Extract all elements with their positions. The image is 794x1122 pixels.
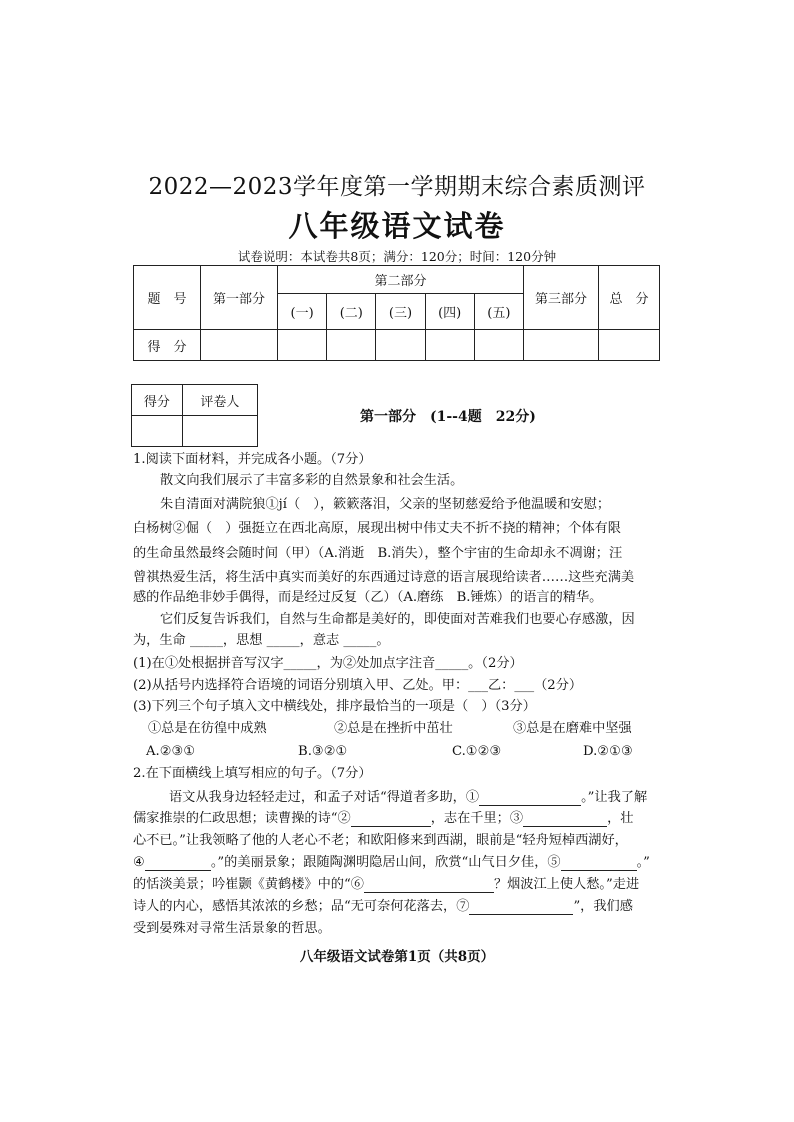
exam-note: 试卷说明：本试卷共8页；满分：120分；时间：120分钟 (237, 249, 557, 264)
q1-stem: 1.阅读下面材料，并完成各小题。（7分） (133, 452, 372, 467)
sentence-option: ①总是在彷徨中成熟 (148, 721, 267, 736)
q1-line: 朱自清面对满院狼①jí（ ），簌簌落泪，父亲的坚韧慈爱给予他温暖和安慰； (160, 497, 611, 512)
choice-d[interactable]: D.②①③ (583, 744, 633, 759)
col-sub-5: (五) (474, 294, 523, 330)
q2-line-1 (169, 790, 647, 806)
q2-text: 。” (636, 855, 650, 870)
score-cell[interactable] (327, 330, 376, 361)
q1-line: 它们反复告诉我们，自然与生命都是美好的，即使面对苦难我们也要心存感激，因 (160, 612, 635, 627)
q2-text: 的恬淡美景；吟崔颢《黄鹤楼》中的“⑥ (133, 877, 364, 892)
q1-line: 的生命虽然最终会随时间（甲）（A.消逝 B.消失），整个宇宙的生命却永不凋谢；汪 (133, 546, 623, 561)
choice-a[interactable]: A.②③① (146, 744, 196, 759)
score-cell[interactable] (524, 330, 599, 361)
q2-text: ④ (133, 855, 145, 870)
q2-line-7: 受到晏殊对寻常生活景象的哲思。 (133, 921, 331, 936)
q1-line: 曾祺热爱生活，将生活中真实而美好的东西通过诗意的语言展现给读者……这些充满美 (133, 570, 635, 585)
score-cell[interactable] (425, 330, 474, 361)
score-table (133, 265, 660, 361)
q2-text: 。”让我了解 (581, 790, 648, 805)
q2-line-4 (133, 855, 650, 871)
q2-text: 语文从我身边轻轻走过，和孟子对话“得道者多助，① (169, 790, 480, 805)
q2-text: ”，我们感 (573, 899, 633, 914)
grader-score-cell[interactable] (132, 416, 183, 447)
choice-b[interactable]: B.③②① (298, 744, 348, 759)
q2-line-3: 心不已。”让我领略了他的人老心不老；和欧阳修来到西湖，眼前是“轻舟短棹西湖好， (133, 833, 628, 848)
score-cell[interactable] (201, 330, 278, 361)
q1-sub1: (1)在①处根据拼音写汉字_____，为②处加点字注音_____。（2分） (133, 656, 523, 671)
col-sub-2: (二) (327, 294, 376, 330)
q2-text: 儒家推崇的仁政思想；读曹操的诗“② (133, 811, 351, 826)
q2-line-5 (133, 877, 639, 893)
grader-score-label: 得分 (132, 385, 183, 416)
section-heading: 第一部分 (1--4题 22分) (360, 409, 536, 425)
q2-line-2 (133, 811, 633, 827)
answer-blank-5[interactable] (561, 855, 637, 871)
score-cell[interactable] (278, 330, 327, 361)
q1-line: 为，生命 _____，思想 _____，意志 _____。 (133, 633, 390, 648)
grader-name-cell[interactable] (182, 416, 257, 447)
col-part3: 第三部分 (524, 266, 599, 330)
exam-subtitle: 八年级语文试卷 (288, 209, 506, 243)
q1-line: 白杨树②倔（ ）强挺立在西北高原，展现出树中伟丈夫不折不挠的精神；个体有限 (133, 521, 621, 536)
answer-blank-4[interactable] (145, 855, 211, 871)
q2-text: 。”的美丽景象；跟随陶渊明隐居山间，欣赏“山气日夕佳，⑤ (210, 855, 561, 870)
score-cell[interactable] (376, 330, 425, 361)
answer-blank-7[interactable] (469, 899, 573, 915)
col-part2: 第二部分 (278, 266, 524, 294)
row-label-number: 题 号 (134, 266, 201, 330)
score-cell[interactable] (474, 330, 523, 361)
answer-blank-6[interactable] (364, 877, 494, 893)
q1-sub2: (2)从括号内选择符合语境的词语分别填入甲、乙处。甲：___乙：___（2分） (133, 678, 583, 693)
q1-sub3: (3)下列三个句子填入文中横线处，排序最恰当的一项是（ ）（3分） (133, 699, 536, 714)
q1-line: 散文向我们展示了丰富多彩的自然景象和社会生活。 (160, 473, 464, 488)
q2-text: 诗人的内心，感悟其浓浓的乡愁；品“无可奈何花落去，⑦ (133, 899, 470, 914)
sentence-option: ③总是在磨难中坚强 (513, 721, 632, 736)
q2-stem: 2.在下面横线上填写相应的句子。（7分） (133, 766, 372, 781)
answer-blank-2[interactable] (351, 811, 431, 827)
answer-blank-3[interactable] (523, 811, 607, 827)
row-label-score: 得 分 (134, 330, 201, 361)
q2-text: ，壮 (607, 811, 634, 826)
col-part1: 第一部分 (201, 266, 278, 330)
score-cell[interactable] (599, 330, 660, 361)
col-sub-3: (三) (376, 294, 425, 330)
col-sub-4: (四) (425, 294, 474, 330)
q2-line-6 (133, 899, 633, 915)
answer-blank-1[interactable] (479, 790, 581, 806)
exam-title: 2022—2023学年度第一学期期末综合素质测评 (148, 174, 646, 200)
page-footer: 八年级语文试卷第1页（共8页） (299, 949, 495, 965)
grader-table (131, 384, 258, 447)
q2-text: ？烟波江上使人愁。”走进 (493, 877, 640, 892)
col-sub-1: (一) (278, 294, 327, 330)
sentence-option: ②总是在挫折中茁壮 (334, 721, 453, 736)
col-total: 总 分 (599, 266, 660, 330)
q2-text: ，志在千里；③ (430, 811, 524, 826)
grader-name-label: 评卷人 (182, 385, 257, 416)
choice-c[interactable]: C.①②③ (452, 744, 502, 759)
q1-line: 感的作品绝非妙手偶得，而是经过反复（乙）（A.磨练 B.锤炼）的语言的精华。 (133, 590, 603, 605)
